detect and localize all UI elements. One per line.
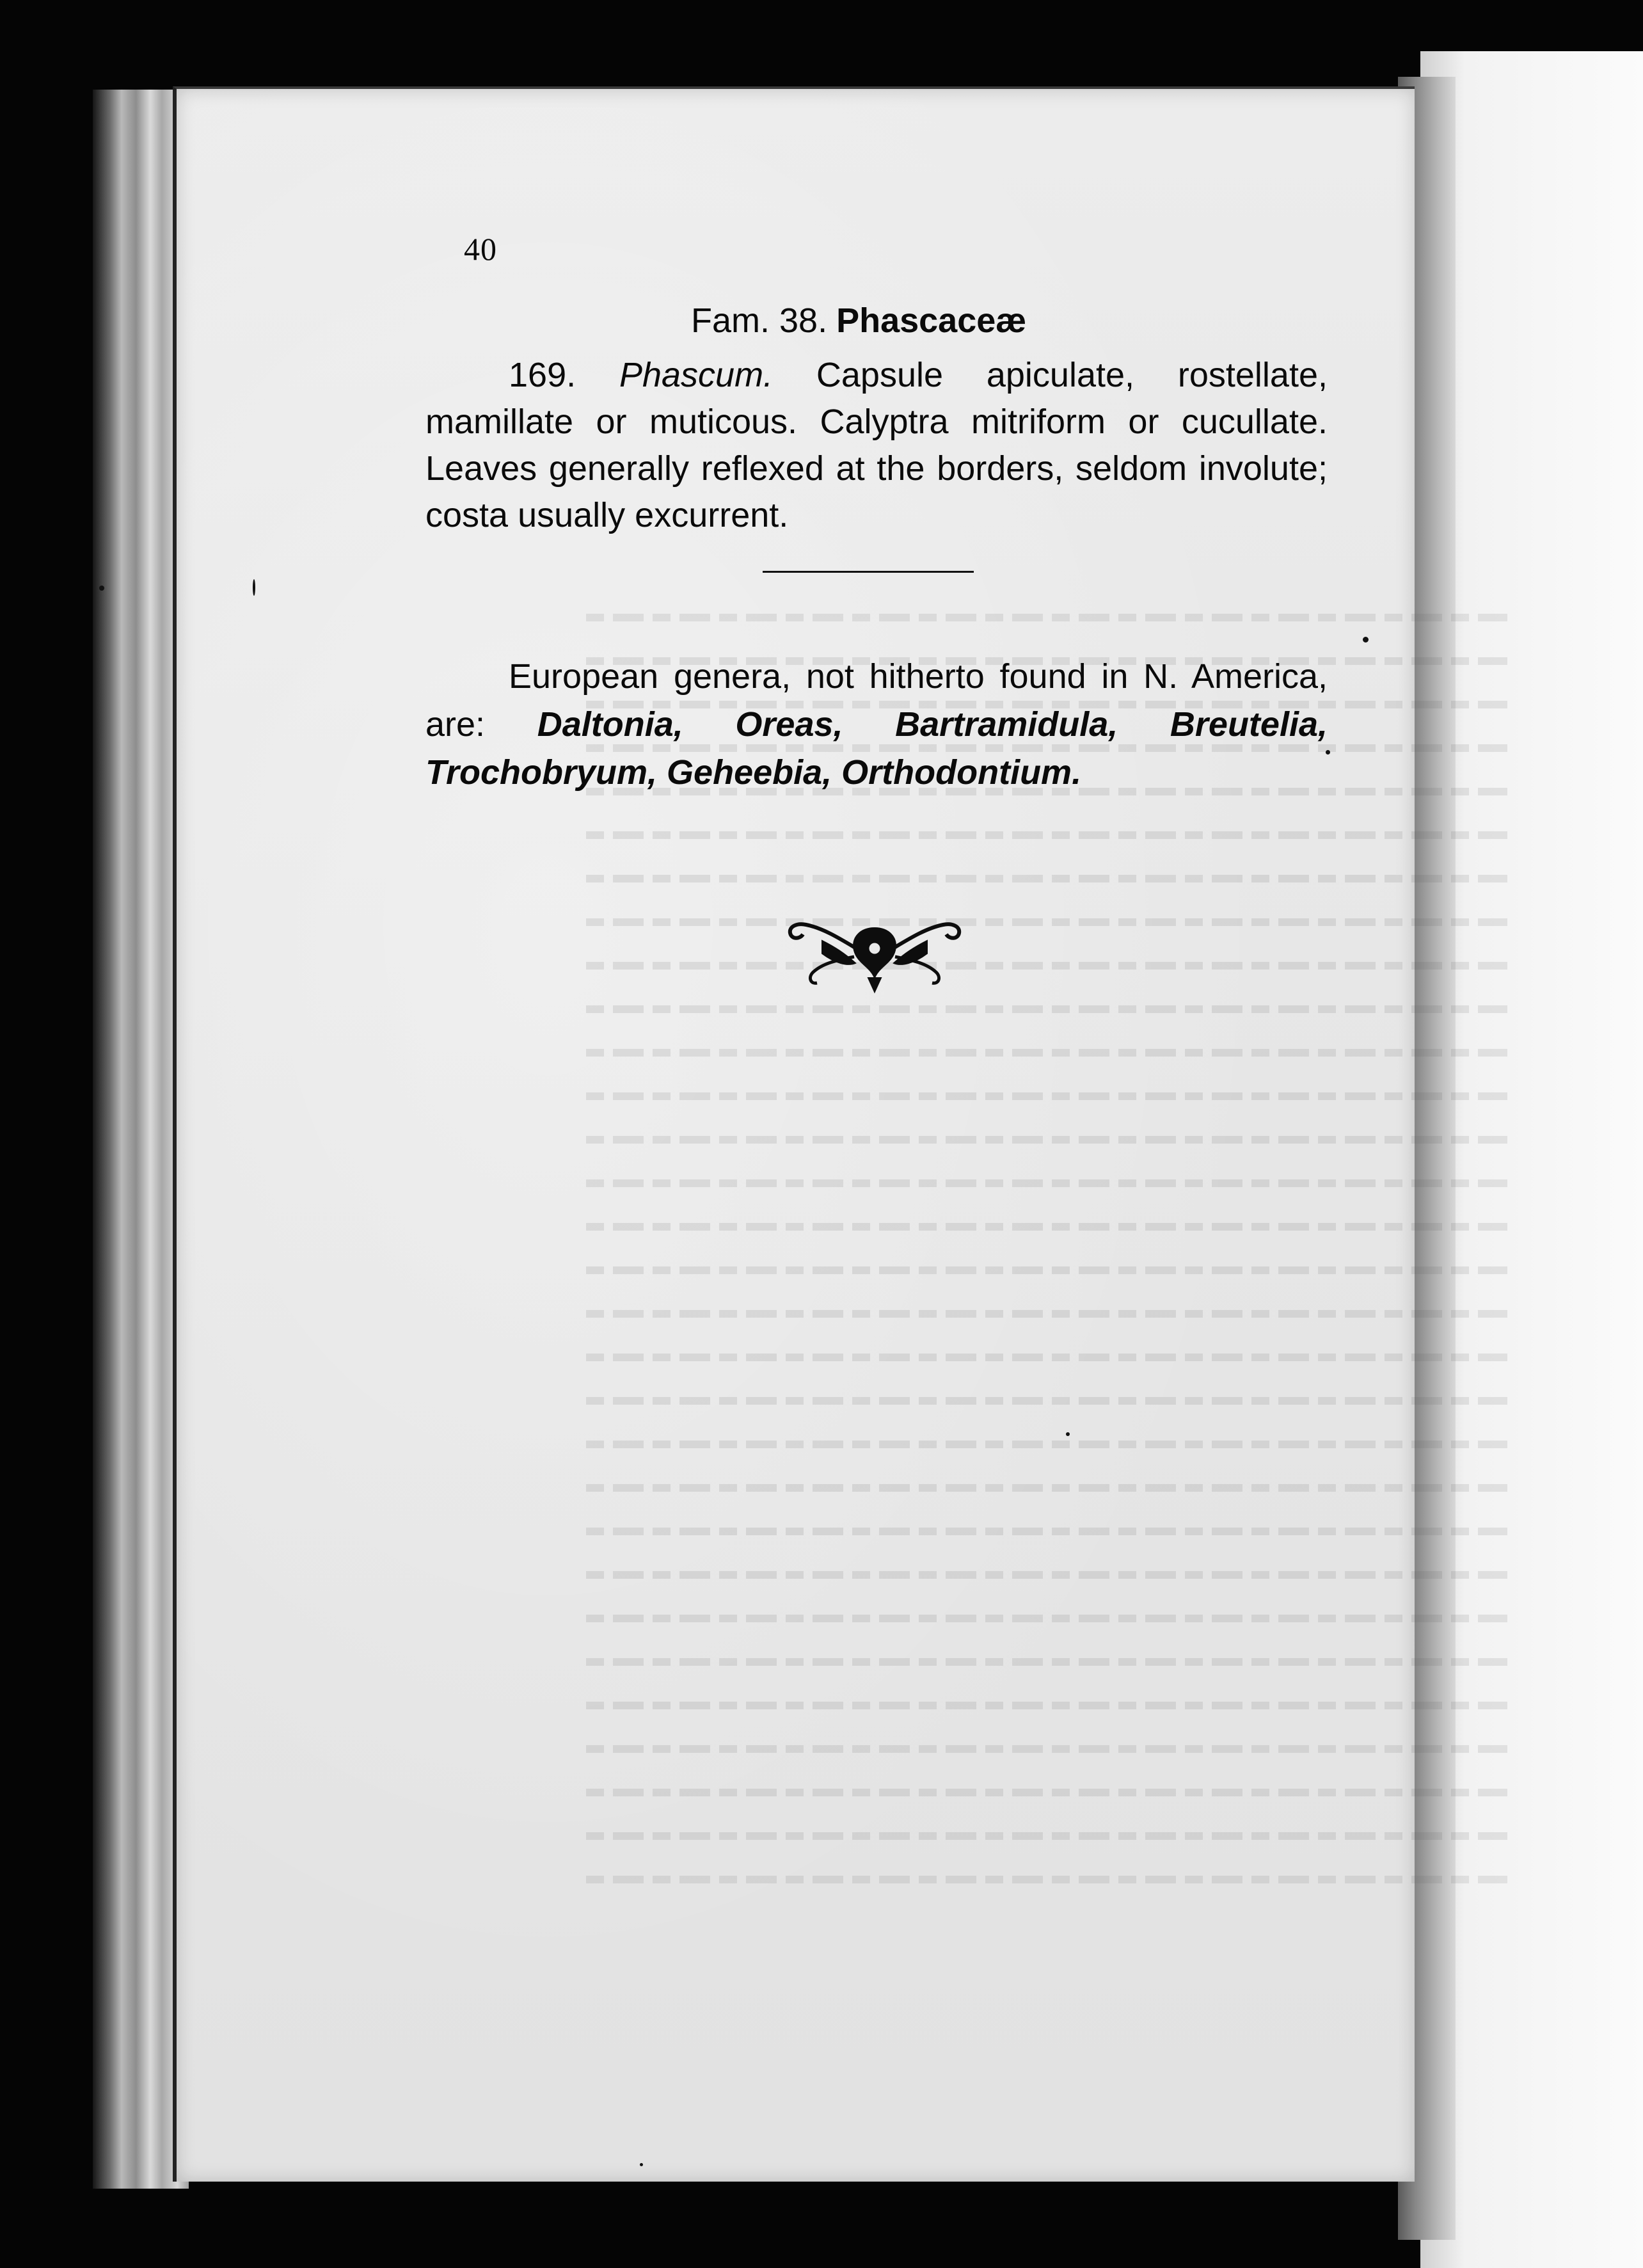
entry-description: Capsule apiculate, rostellate, mamillate or muticous. Calyptra mitriform or cucullate. Leaves generally reflexed at the borders, seldom involute; costa usually excurrent. bbox=[425, 356, 1328, 534]
note-lead: European genera, not hitherto found in N. America, are: bbox=[425, 657, 1328, 744]
family-heading bbox=[691, 301, 1026, 340]
genus-entry bbox=[425, 352, 1328, 539]
tailpiece-ornament-icon bbox=[784, 902, 966, 998]
section-rule bbox=[763, 571, 974, 573]
family-label: Fam. 38. bbox=[691, 301, 828, 340]
bleed-through-text bbox=[586, 614, 1507, 2086]
family-name: Phascaceæ bbox=[836, 301, 1027, 340]
european-genera-note bbox=[425, 653, 1328, 797]
note-genera: Daltonia, Oreas, Bartramidula, Breutelia, Trochobryum, Geheebia, Orthodontium. bbox=[425, 705, 1328, 792]
entry-number: 169. bbox=[509, 356, 576, 394]
page-number: 40 bbox=[464, 231, 497, 267]
entry-genus: Phascum. bbox=[619, 356, 774, 394]
